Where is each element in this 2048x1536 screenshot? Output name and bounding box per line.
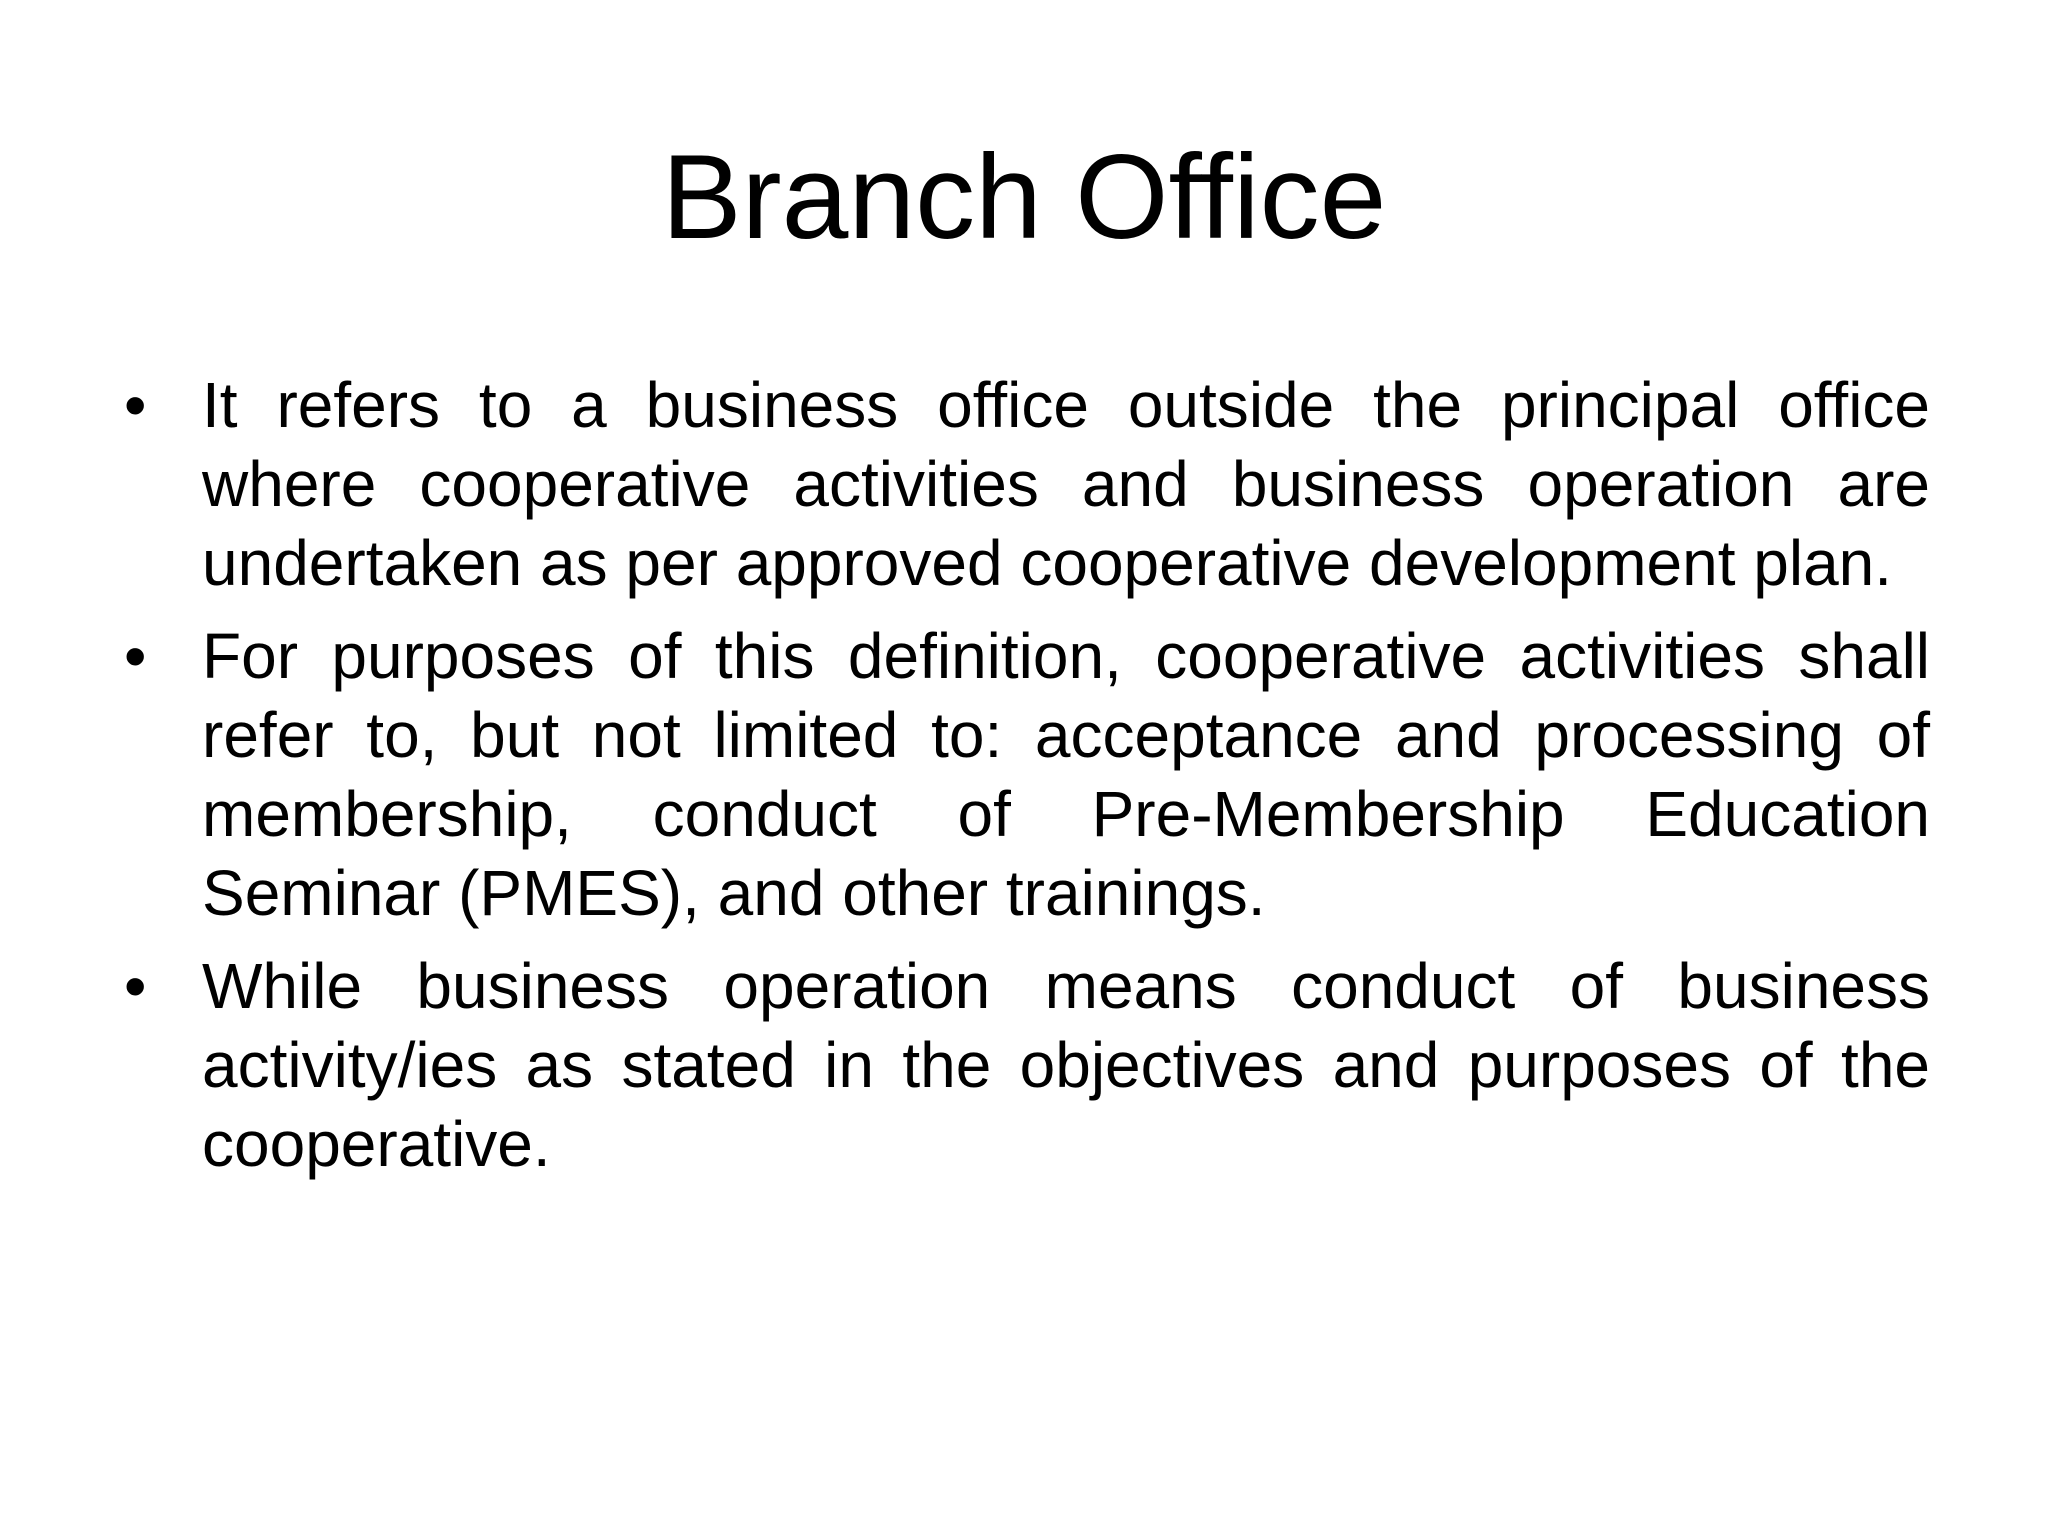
bullet-item-principal-office: • It refers to a business office outside the principal office where cooperative activities and business operation are undertaken as per approved cooperative development plan. xyxy=(202,366,1930,603)
bullet-item-cooperative-activities: • For purposes of this definition, cooperative activities shall refer to, but not limited to: acceptance and processing of membership, conduct of Pre-Membership Education Seminar (PMES), and other trainings. xyxy=(202,617,1930,933)
slide-title: Branch Office xyxy=(661,130,1387,264)
bullet-list xyxy=(202,366,1930,1198)
bullet-item-business-operation: • While business operation means conduct of business activity/ies as stated in the objectives and purposes of the cooperative. xyxy=(202,947,1930,1184)
